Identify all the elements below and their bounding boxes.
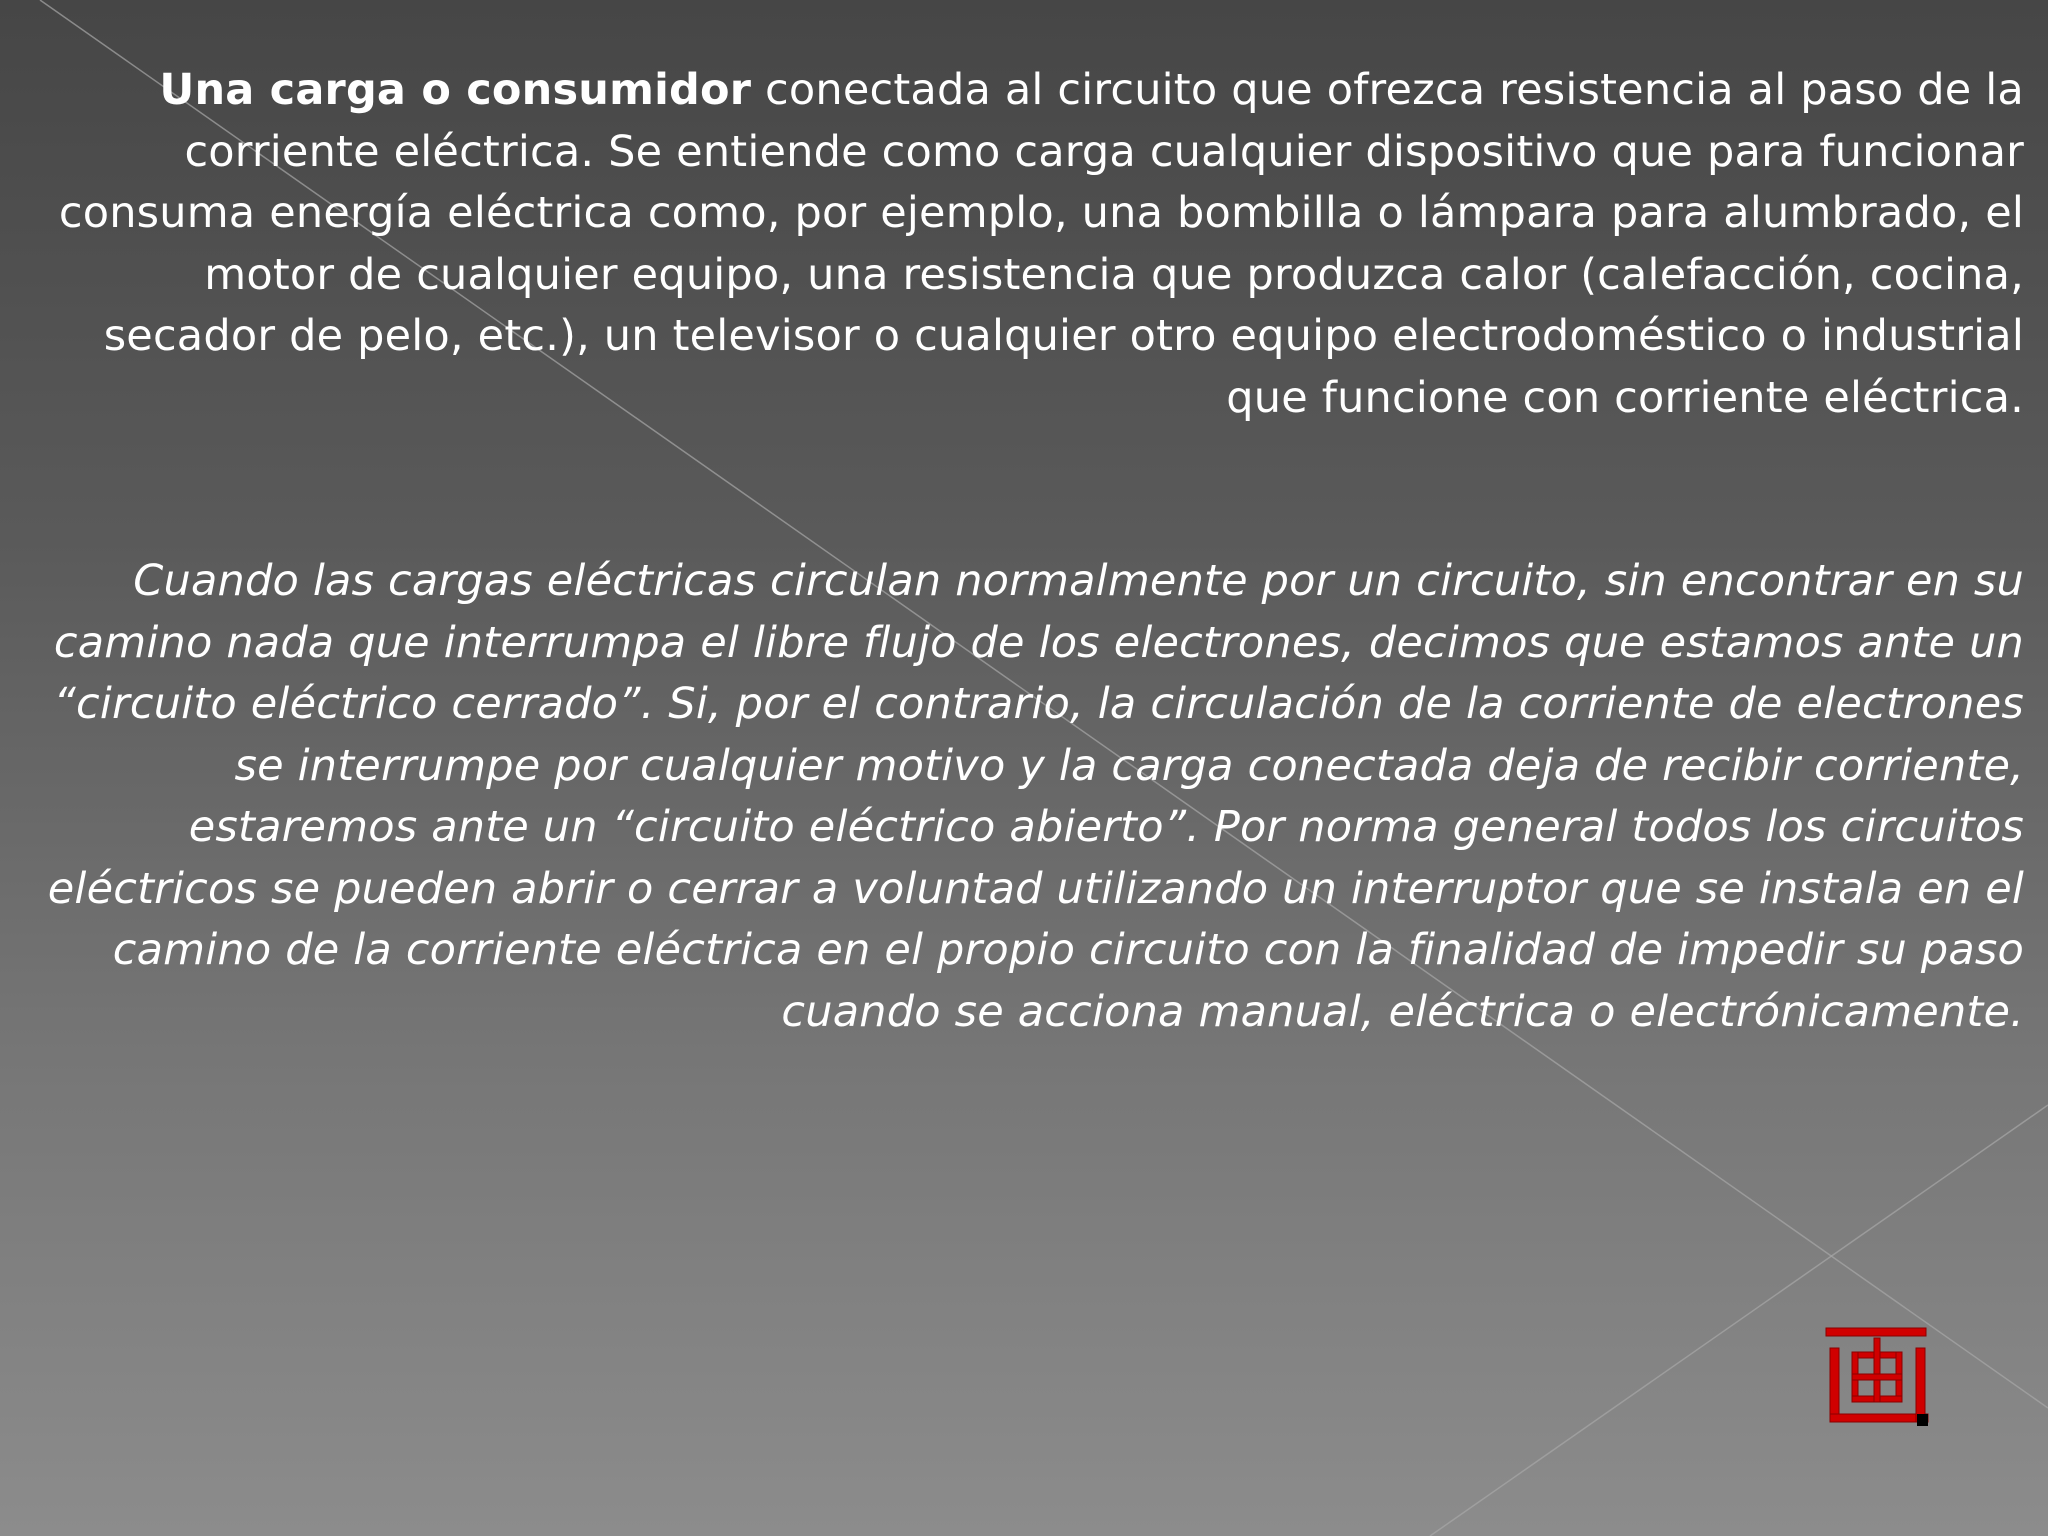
paragraph-lead-bold: Una carga o consumidor <box>159 65 752 115</box>
picture-frame-icon[interactable] <box>1822 1322 1932 1432</box>
paragraph-body-italic: Cuando las cargas eléctricas circulan normalmente por un circuito, sin encontrar en su camino nada que interrumpa el libre flujo de los electrones, decimos que estamos ante un “circuito eléctrico cerrado”. Si, por el contrario, la circulación de la corriente de electrones se interrumpe por cualquier motivo y la carga conectada deja de recibir corriente, estaremos ante un “circuito eléctrico abierto”. Por norma general todos los circuitos eléctricos se pueden abrir o cerrar a voluntad utilizando un interruptor que se instala en el camino de la corriente eléctrica en el propio circuito con la finalidad de impedir su paso cuando se acciona manual, eléctrica o electrónicamente. <box>47 556 2024 1037</box>
paragraph-load-definition <box>26 60 2024 429</box>
paragraph-open-closed-circuit <box>26 551 2024 1043</box>
paragraph-body: conectada al circuito que ofrezca resistencia al paso de la corriente eléctrica. Se entiende como carga cualquier dispositivo que para funcionar consuma energía eléctrica como, por ejemplo, una bombilla o lámpara para alumbrado, el motor de cualquier equipo, una resistencia que produzca calor (calefacción, cocina, secador de pelo, etc.), un televisor o cualquier otro equipo electrodoméstico o industrial que funcione con corriente eléctrica. <box>58 65 2024 423</box>
